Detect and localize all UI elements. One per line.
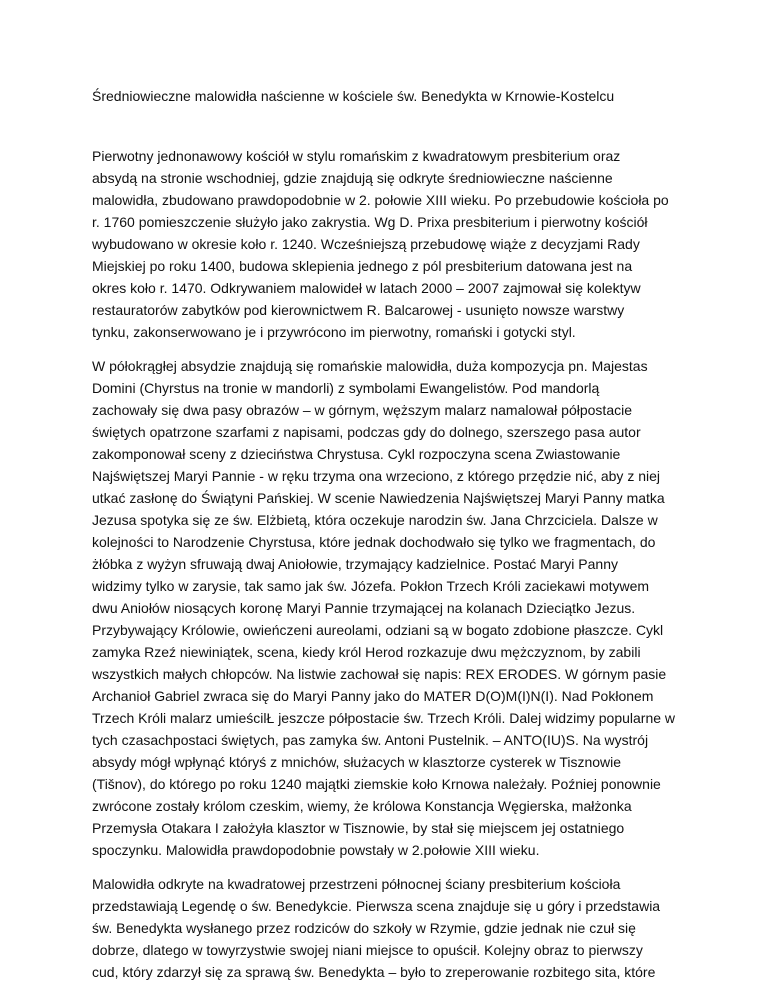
text-line: zachowały się dwa pasy obrazów – w górnym, węższym malarz namalował półpostacie xyxy=(92,402,633,418)
text-line: zwrócone zostały królom czeskim, wiemy, że królowa Konstancja Węgierska, małżonka xyxy=(92,798,632,814)
text-line: spoczynku. Malowidła prawdopodobnie powstały w 2.połowie XIII wieku. xyxy=(92,842,540,858)
document-body xyxy=(92,145,740,995)
text-line: dobrze, dlatego w towyrzystwie swojej niani miejsce to opuścił. Kolejny obraz to pierwszy xyxy=(92,942,643,958)
text-line: W półokrągłej absydzie znajdują się romańskie malowidła, duża kompozycja pn. Majestas xyxy=(92,358,648,374)
text-line: świętych opatrzone szarfami z napisami, podczas gdy do dolnego, szerszego pasa autor xyxy=(92,424,641,440)
text-line: okres koło r. 1470. Odkrywaniem malowideł w latach 2000 – 2007 zajmował się kolektyw xyxy=(92,280,641,296)
text-line: tynku, zakonserwowano je i przywrócono im pierwotny, romański i gotycki styl. xyxy=(92,324,576,340)
text-line: wszystkich małych chłopców. Na listwie zachował się napis: REX ERODES. W górnym pasie xyxy=(92,666,667,682)
text-line: przedstawiają Legendę o św. Benedykcie. Pierwsza scena znajduje się u góry i przedstawia xyxy=(92,898,661,914)
text-line: Archanioł Gabriel zwraca się do Maryi Panny jako do MATER D(O)M(I)N(I). Nad Pokłonem xyxy=(92,688,654,704)
text-line: Przemysła Otakara I założyła klasztor w Tisznowie, by stał się miejscem jej ostatniego xyxy=(92,820,625,836)
text-line: Domini (Chyrstus na tronie w mandorli) z symbolami Ewangelistów. Pod mandorlą xyxy=(92,380,600,396)
text-line: utkać zasłonę do Świątyni Pańskiej. W scenie Nawiedzenia Najświętszej Maryi Panny matka xyxy=(92,490,665,506)
document-title: Średniowieczne malowidła naścienne w kościele św. Benedykta w Krnowie-Kostelcu xyxy=(92,88,615,104)
text-line: dwu Aniołów niosących koronę Maryi Pannie trzymającej na kolanach Dzieciątko Jezus. xyxy=(92,600,636,616)
text-line: absydą na stronie wschodniej, gdzie znajdują się odkryte średniowieczne naścienne xyxy=(92,170,613,186)
text-line: Trzech Króli malarz umieścilŁ jeszcze półpostacie św. Trzech Króli. Dalej widzimy popularne w xyxy=(92,710,676,726)
text-line: Przybywający Królowie, owieńczeni aureolami, odziani są w bogato zdobione płaszcze. Cykl xyxy=(92,622,664,638)
text-line: r. 1760 pomieszczenie służyło jako zakrystia. Wg D. Prixa presbiterium i pierwotny kościół xyxy=(92,214,648,230)
text-line: tych czasachpostaci świętych, pas zamyka św. Antoni Pustelnik. – ANTO(IU)S. Na wystrój xyxy=(92,732,649,748)
paragraph-1 xyxy=(92,145,740,343)
text-line: Jezusa spotyka się ze św. Elżbietą, która oczekuje narodzin św. Jana Chrzciciela. Dalsze w xyxy=(92,512,658,528)
paragraph-2 xyxy=(92,355,740,861)
text-line: zamyka Rzeź niewiniątek, scena, kiedy król Herod rozkazuje dwu mężczyznom, by zabili xyxy=(92,644,641,660)
text-line: św. Benedykta wysłanego przez rodziców do szkoły w Rzymie, gdzie jednak nie czuł się xyxy=(92,920,636,936)
text-line: zakomponował sceny z dzieciństwa Chrystusa. Cykl rozpoczyna scena Zwiastowanie xyxy=(92,446,621,462)
text-line: Miejskiej po roku 1400, budowa sklepienia jednego z pól presbiterium datowana jest na xyxy=(92,258,633,274)
text-line: Najświętszej Maryi Pannie - w ręku trzyma ona wrzeciono, z którego przędzie nić, aby z niej xyxy=(92,468,661,484)
text-line: restauratorów zabytków pod kierownictwem R. Balcarowej - usunięto nowsze warstwy xyxy=(92,302,625,318)
text-line: Pierwotny jednonawowy kościół w stylu romańskim z kwadratowym presbiterium oraz xyxy=(92,148,621,164)
paragraph-3 xyxy=(92,873,740,983)
text-line: Malowidła odkryte na kwadratowej przestrzeni północnej ściany presbiterium kościoła xyxy=(92,876,621,892)
text-line: wybudowano w okresie koło r. 1240. Wcześniejszą przebudowę wiąże z decyzjami Rady xyxy=(92,236,640,252)
text-line: kolejności to Narodzenie Chyrstusa, które jednak dochodwało się tylko we fragmentach, do xyxy=(92,534,656,550)
text-line: malowidła, zbudowano prawdopodobnie w 2. połowie XIII wieku. Po przebudowie kościoła po xyxy=(92,192,669,208)
text-line: żłóbka z wyżyn sfruwają dwaj Aniołowie, trzymający kadzielnice. Postać Maryi Panny xyxy=(92,556,618,572)
text-line: absydy mógł wpłynąć któryś z mnichów, służacych w klasztorze cysterek w Tisznowie xyxy=(92,754,622,770)
text-line: (Tišnov), do którego po roku 1240 majątki ziemskie koło Krnowa należały. Poźniej ponownie xyxy=(92,776,661,792)
text-line: widzimy tylko w zarysie, tak samo jak św. Józefa. Pokłon Trzech Króli zaciekawi motywem xyxy=(92,578,650,594)
text-line: cud, który zdarzył się za sprawą św. Benedykta – było to zreperowanie rozbitego sita, które xyxy=(92,964,656,980)
